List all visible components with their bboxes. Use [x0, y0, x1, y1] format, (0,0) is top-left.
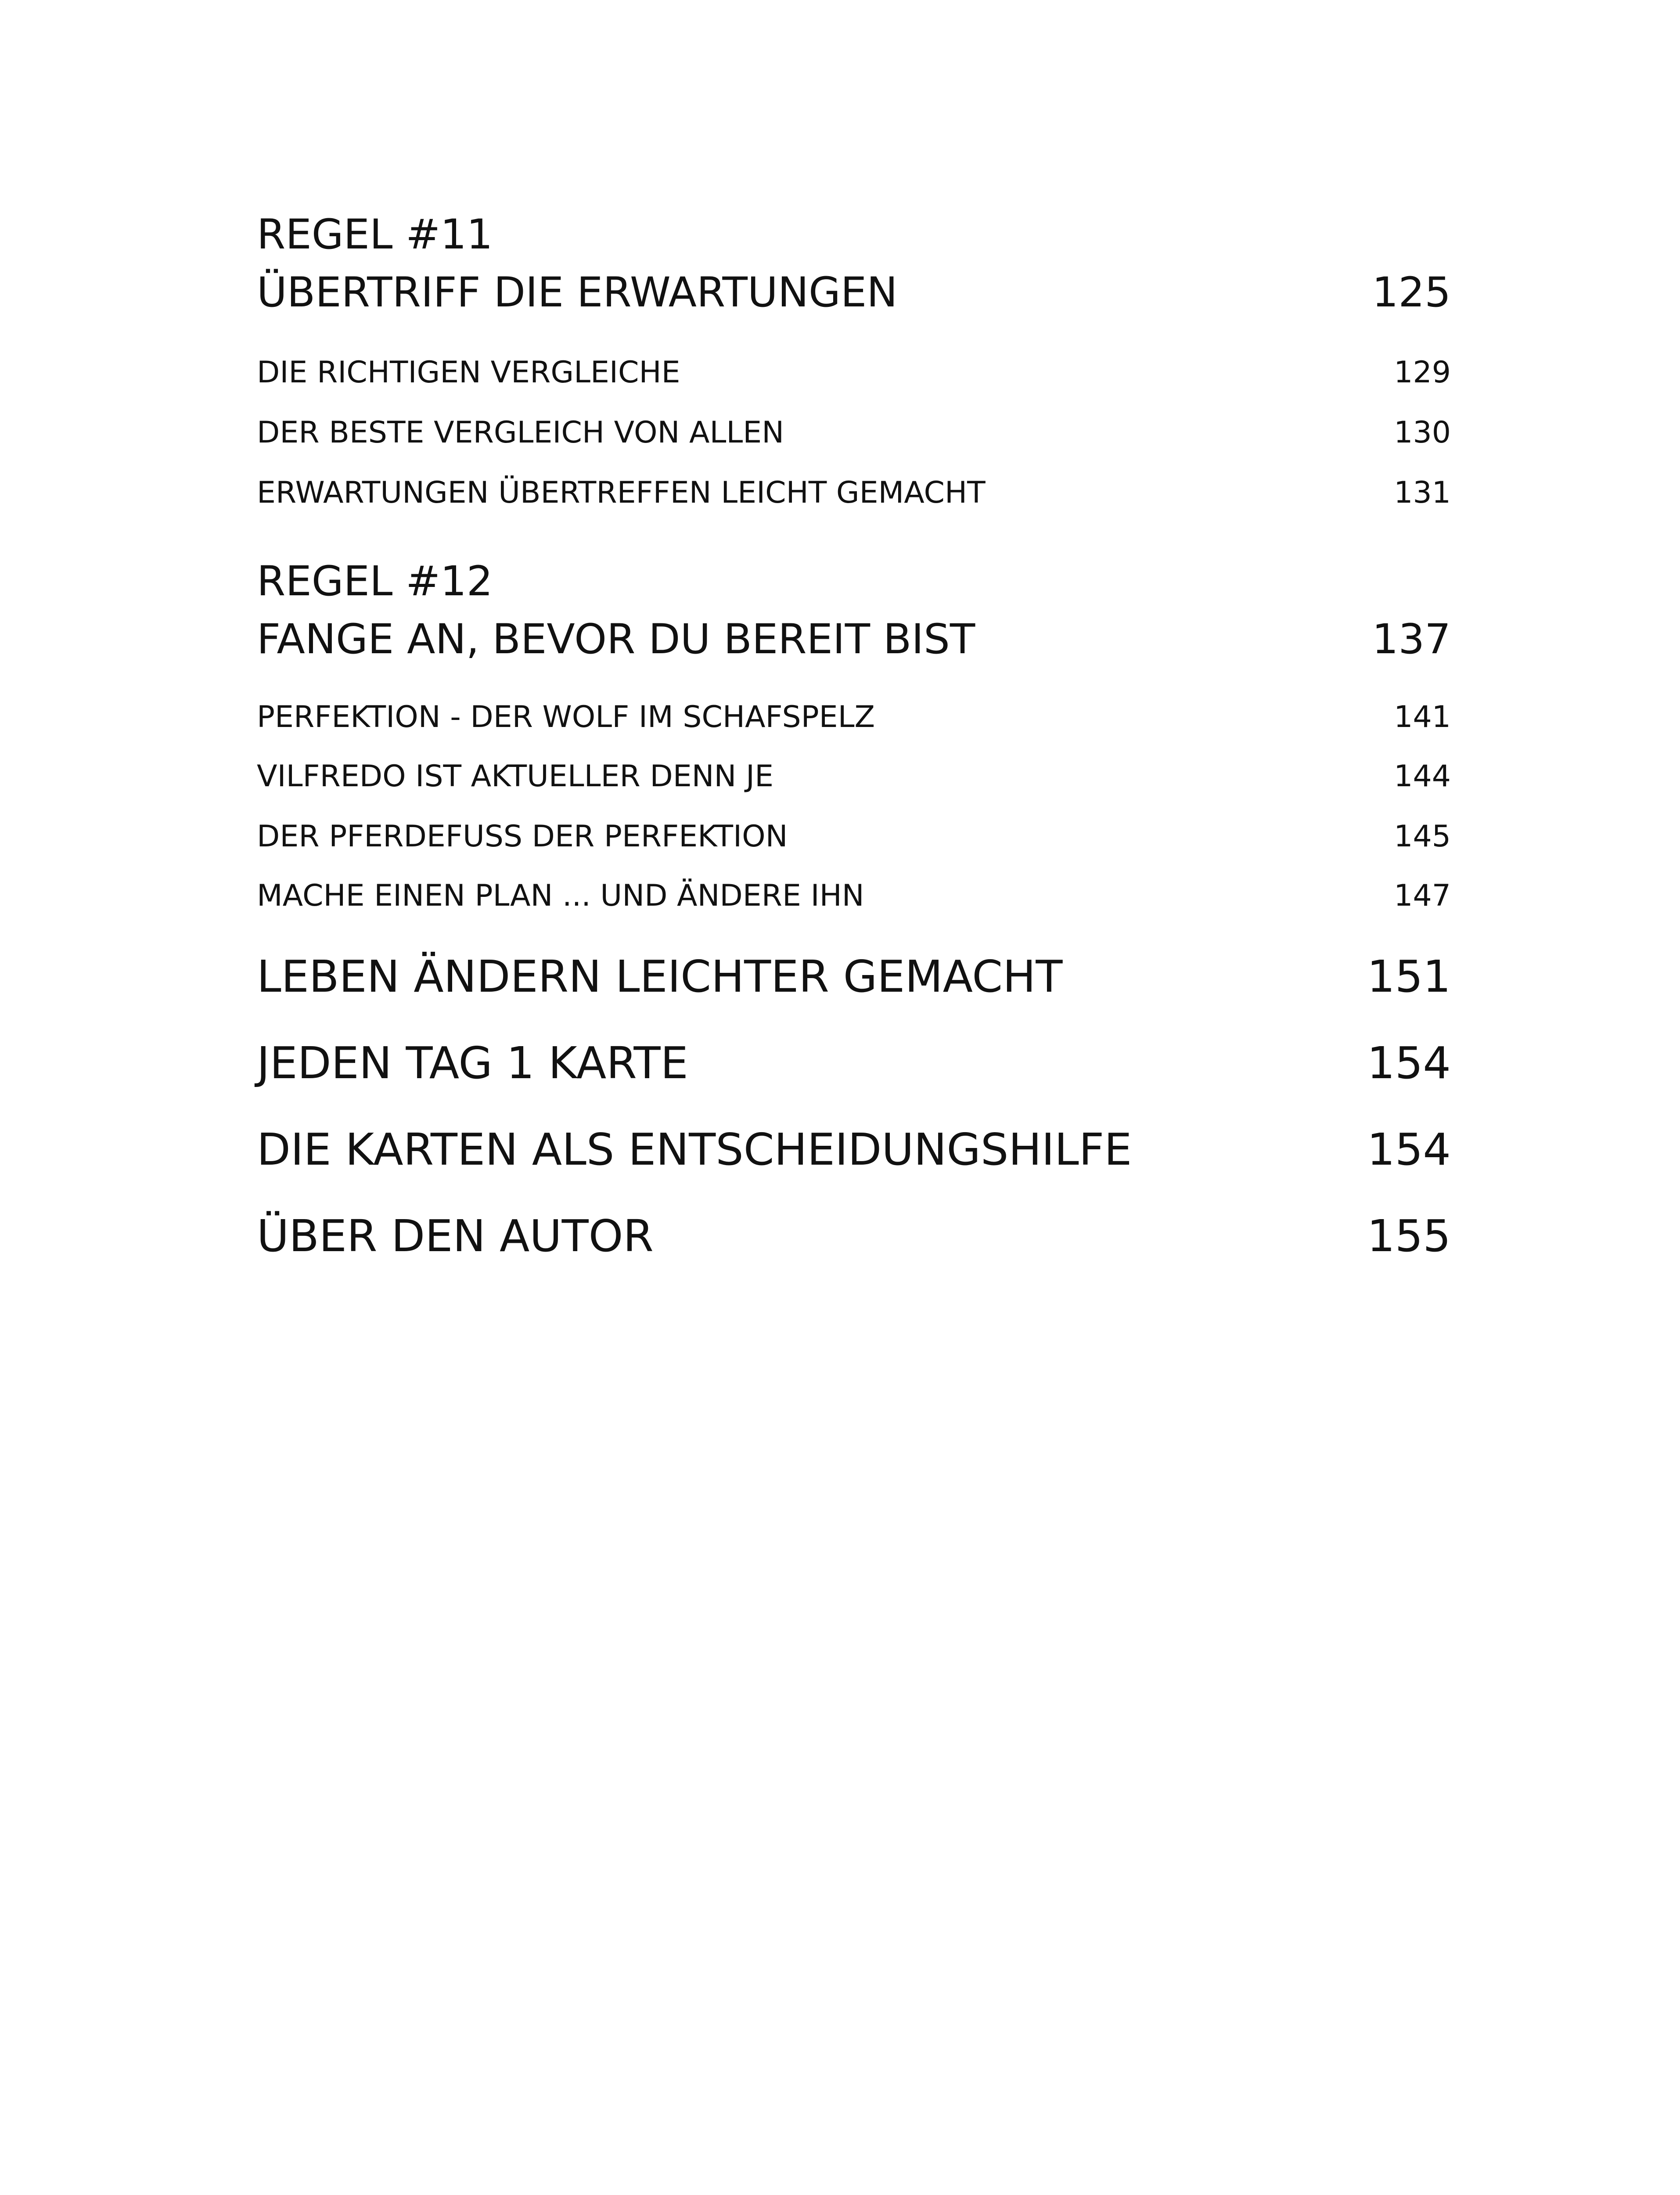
toc-subentry-title: DIE RICHTIGEN VERGLEICHE — [257, 355, 680, 390]
toc-rule-label-text: REGEL #11 — [257, 211, 493, 259]
toc-subentry[interactable] — [257, 759, 1451, 797]
toc-chapter-entry[interactable] — [257, 269, 1451, 320]
toc-page-number: 154 — [1367, 1124, 1451, 1175]
toc-page-number: 137 — [1372, 615, 1451, 663]
toc-chapter-title: ÜBER DEN AUTOR — [257, 1210, 654, 1262]
toc-subentry[interactable] — [257, 702, 1451, 738]
toc-chapter-entry[interactable] — [257, 1210, 1451, 1265]
toc-page-number: 155 — [1367, 1210, 1451, 1262]
toc-subentry[interactable] — [257, 878, 1451, 916]
toc-page-number: 129 — [1394, 355, 1451, 390]
toc-rule-label — [257, 558, 1451, 609]
toc-subentry-title: DER PFERDEFUSS DER PERFEKTION — [257, 819, 788, 854]
toc-subentry-title: VILFREDO IST AKTUELLER DENN JE — [257, 759, 774, 794]
toc-page-number: 145 — [1394, 819, 1451, 854]
toc-rule-label-text: REGEL #12 — [257, 558, 493, 605]
toc-chapter-entry[interactable] — [257, 951, 1451, 1006]
toc-chapter-title: FANGE AN, BEVOR DU BEREIT BIST — [257, 615, 975, 663]
toc-subentry[interactable] — [257, 355, 1451, 393]
toc-page-number: 144 — [1394, 759, 1451, 794]
toc-subentry[interactable] — [257, 415, 1451, 453]
toc-subentry-title: ERWARTUNGEN ÜBERTREFFEN LEICHT GEMACHT — [257, 475, 986, 510]
toc-subentry-title: DER BESTE VERGLEICH VON ALLEN — [257, 415, 784, 450]
toc-chapter-title: JEDEN TAG 1 KARTE — [257, 1037, 688, 1089]
toc-page-number: 151 — [1367, 951, 1451, 1002]
toc-chapter-entry[interactable] — [257, 1037, 1451, 1092]
toc-subentry-title: PERFEKTION - DER WOLF IM SCHAFSPELZ — [257, 700, 875, 734]
toc-page-number: 141 — [1394, 700, 1451, 734]
toc-subentry[interactable] — [257, 475, 1451, 513]
toc-chapter-title: DIE KARTEN ALS ENTSCHEIDUNGSHILFE — [257, 1124, 1132, 1175]
toc-page-number: 125 — [1372, 269, 1451, 317]
toc-subentry-title: MACHE EINEN PLAN ... UND ÄNDERE IHN — [257, 878, 864, 913]
toc-rule-label — [257, 211, 1451, 263]
toc-chapter-title: ÜBERTRIFF DIE ERWARTUNGEN — [257, 269, 898, 317]
toc-chapter-entry[interactable] — [257, 615, 1451, 667]
toc-page-number: 154 — [1367, 1037, 1451, 1089]
toc-page-number: 147 — [1394, 878, 1451, 913]
toc-chapter-title: LEBEN ÄNDERN LEICHTER GEMACHT — [257, 951, 1063, 1002]
toc-page-number: 131 — [1394, 475, 1451, 510]
toc-page-number: 130 — [1394, 415, 1451, 450]
toc-chapter-entry[interactable] — [257, 1124, 1451, 1179]
toc-subentry[interactable] — [257, 819, 1451, 857]
table-of-contents — [257, 0, 1451, 2195]
